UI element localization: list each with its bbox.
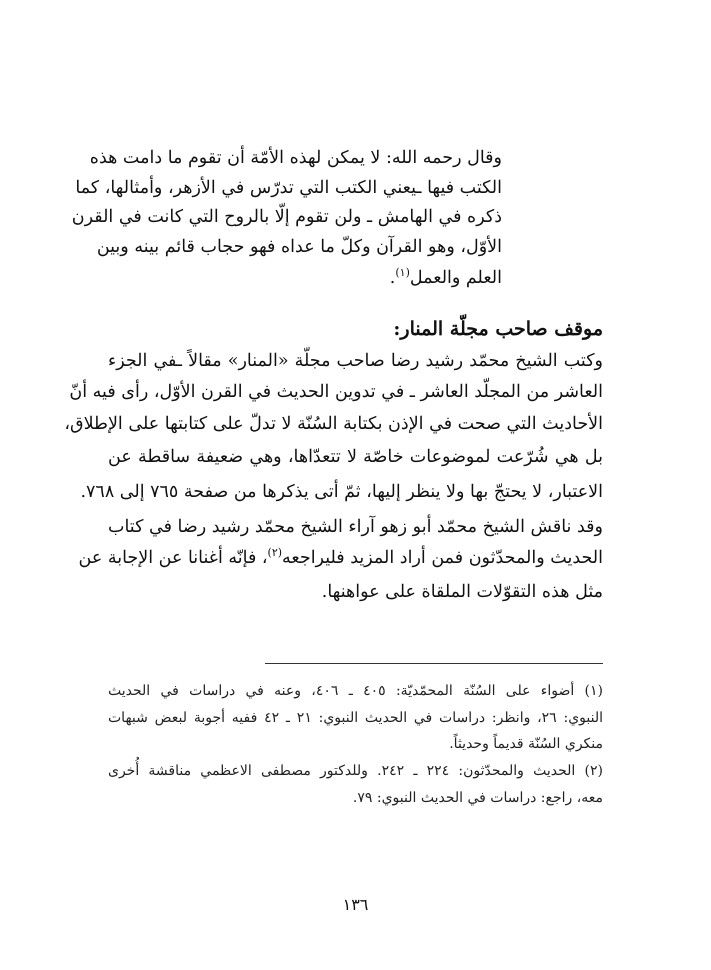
footnote-line: النبوي: ٢٦، وانظر: دراسات في الحديث النبوي: ٢١ ـ ٤٢ ففيه أجوبة لبعض شبهات [108,710,603,726]
body-line: الاعتبار، لا يحتجّ بها ولا ينظر إليها، ثمّ أتى يذكرها من صفحة ٧٦٥ إلى ٧٦٨. [80,482,603,502]
body-line: بل هي شُرّعت لموضوعات خاصّة لا تتعدّاها، وهي ضعيفة ساقطة عن [108,447,603,467]
quote-line-last [108,266,502,290]
body-text-tail: ، فإنّه أغنانا عن الإجابة عن [78,548,268,568]
body-line: العاشر من المجلّد العاشر ـ في تدوين الحديث في القرن الأوّل، رأى فيه أنّ [69,382,603,402]
quote-line: الأوّل، وهو القرآن وكلّ ما عداه فهو حجاب قائم بينه وبين [96,237,502,257]
quote-end: . [389,268,396,288]
footnote-line: (١) أضواء على السُنّة المحمّديّة: ٤٠٥ ـ ٤٠٦، وعنه في دراسات في الحديث [108,683,603,699]
quote-line: الكتب فيها ـيعني الكتب التي تدرّس في الأزهر، وأمثالها، كما [75,178,502,198]
quote-line: وقال رحمه الله: لا يمكن لهذه الأمّة أن تقوم ما دامت هذه [89,148,502,168]
body-line: مثل هذه التقوّلات الملقاة على عواهنها. [321,582,603,602]
body-line: الأحاديث التي صحت في الإذن بكتابة السُنّة لا تدلّ على كتابتها على الإطلاق، [64,414,603,434]
body-line: وقد ناقش الشيخ محمّد أبو زهو آراء الشيخ محمّد رشيد رضا في كتاب [108,517,603,537]
footnote-ref-1[interactable]: (١) [395,266,410,280]
body-text: الحديث والمحدّثون فمن أراد المزيد فليراجعه [282,548,603,568]
footnote-separator [265,663,603,664]
quote-line: ذكره في الهامش ـ ولن تقوم إلّا بالروح التي كانت في القرن [71,207,502,227]
quote-text: العلم والعمل [409,268,502,288]
footnote-line: (٢) الحديث والمحدّثون: ٢٢٤ ـ ٢٤٢. وللدكتور مصطفى الاعظمي مناقشة أُخرى [108,763,603,779]
body-line: وكتب الشيخ محمّد رشيد رضا صاحب مجلّة «المنار» مقالاً ـفي الجزء [108,351,603,371]
body-line-with-ref [78,545,603,571]
footnote-line: معه، راجع: دراسات في الحديث النبوي: ٧٩. [352,790,603,806]
section-heading: موقف صاحب مجلّة المنار: [393,318,603,340]
page-number: ١٣٦ [342,895,369,914]
footnote-ref-2[interactable]: (٢) [267,546,283,560]
footnote-line: منكري السُنّة قديماً وحديثاً. [449,736,603,752]
